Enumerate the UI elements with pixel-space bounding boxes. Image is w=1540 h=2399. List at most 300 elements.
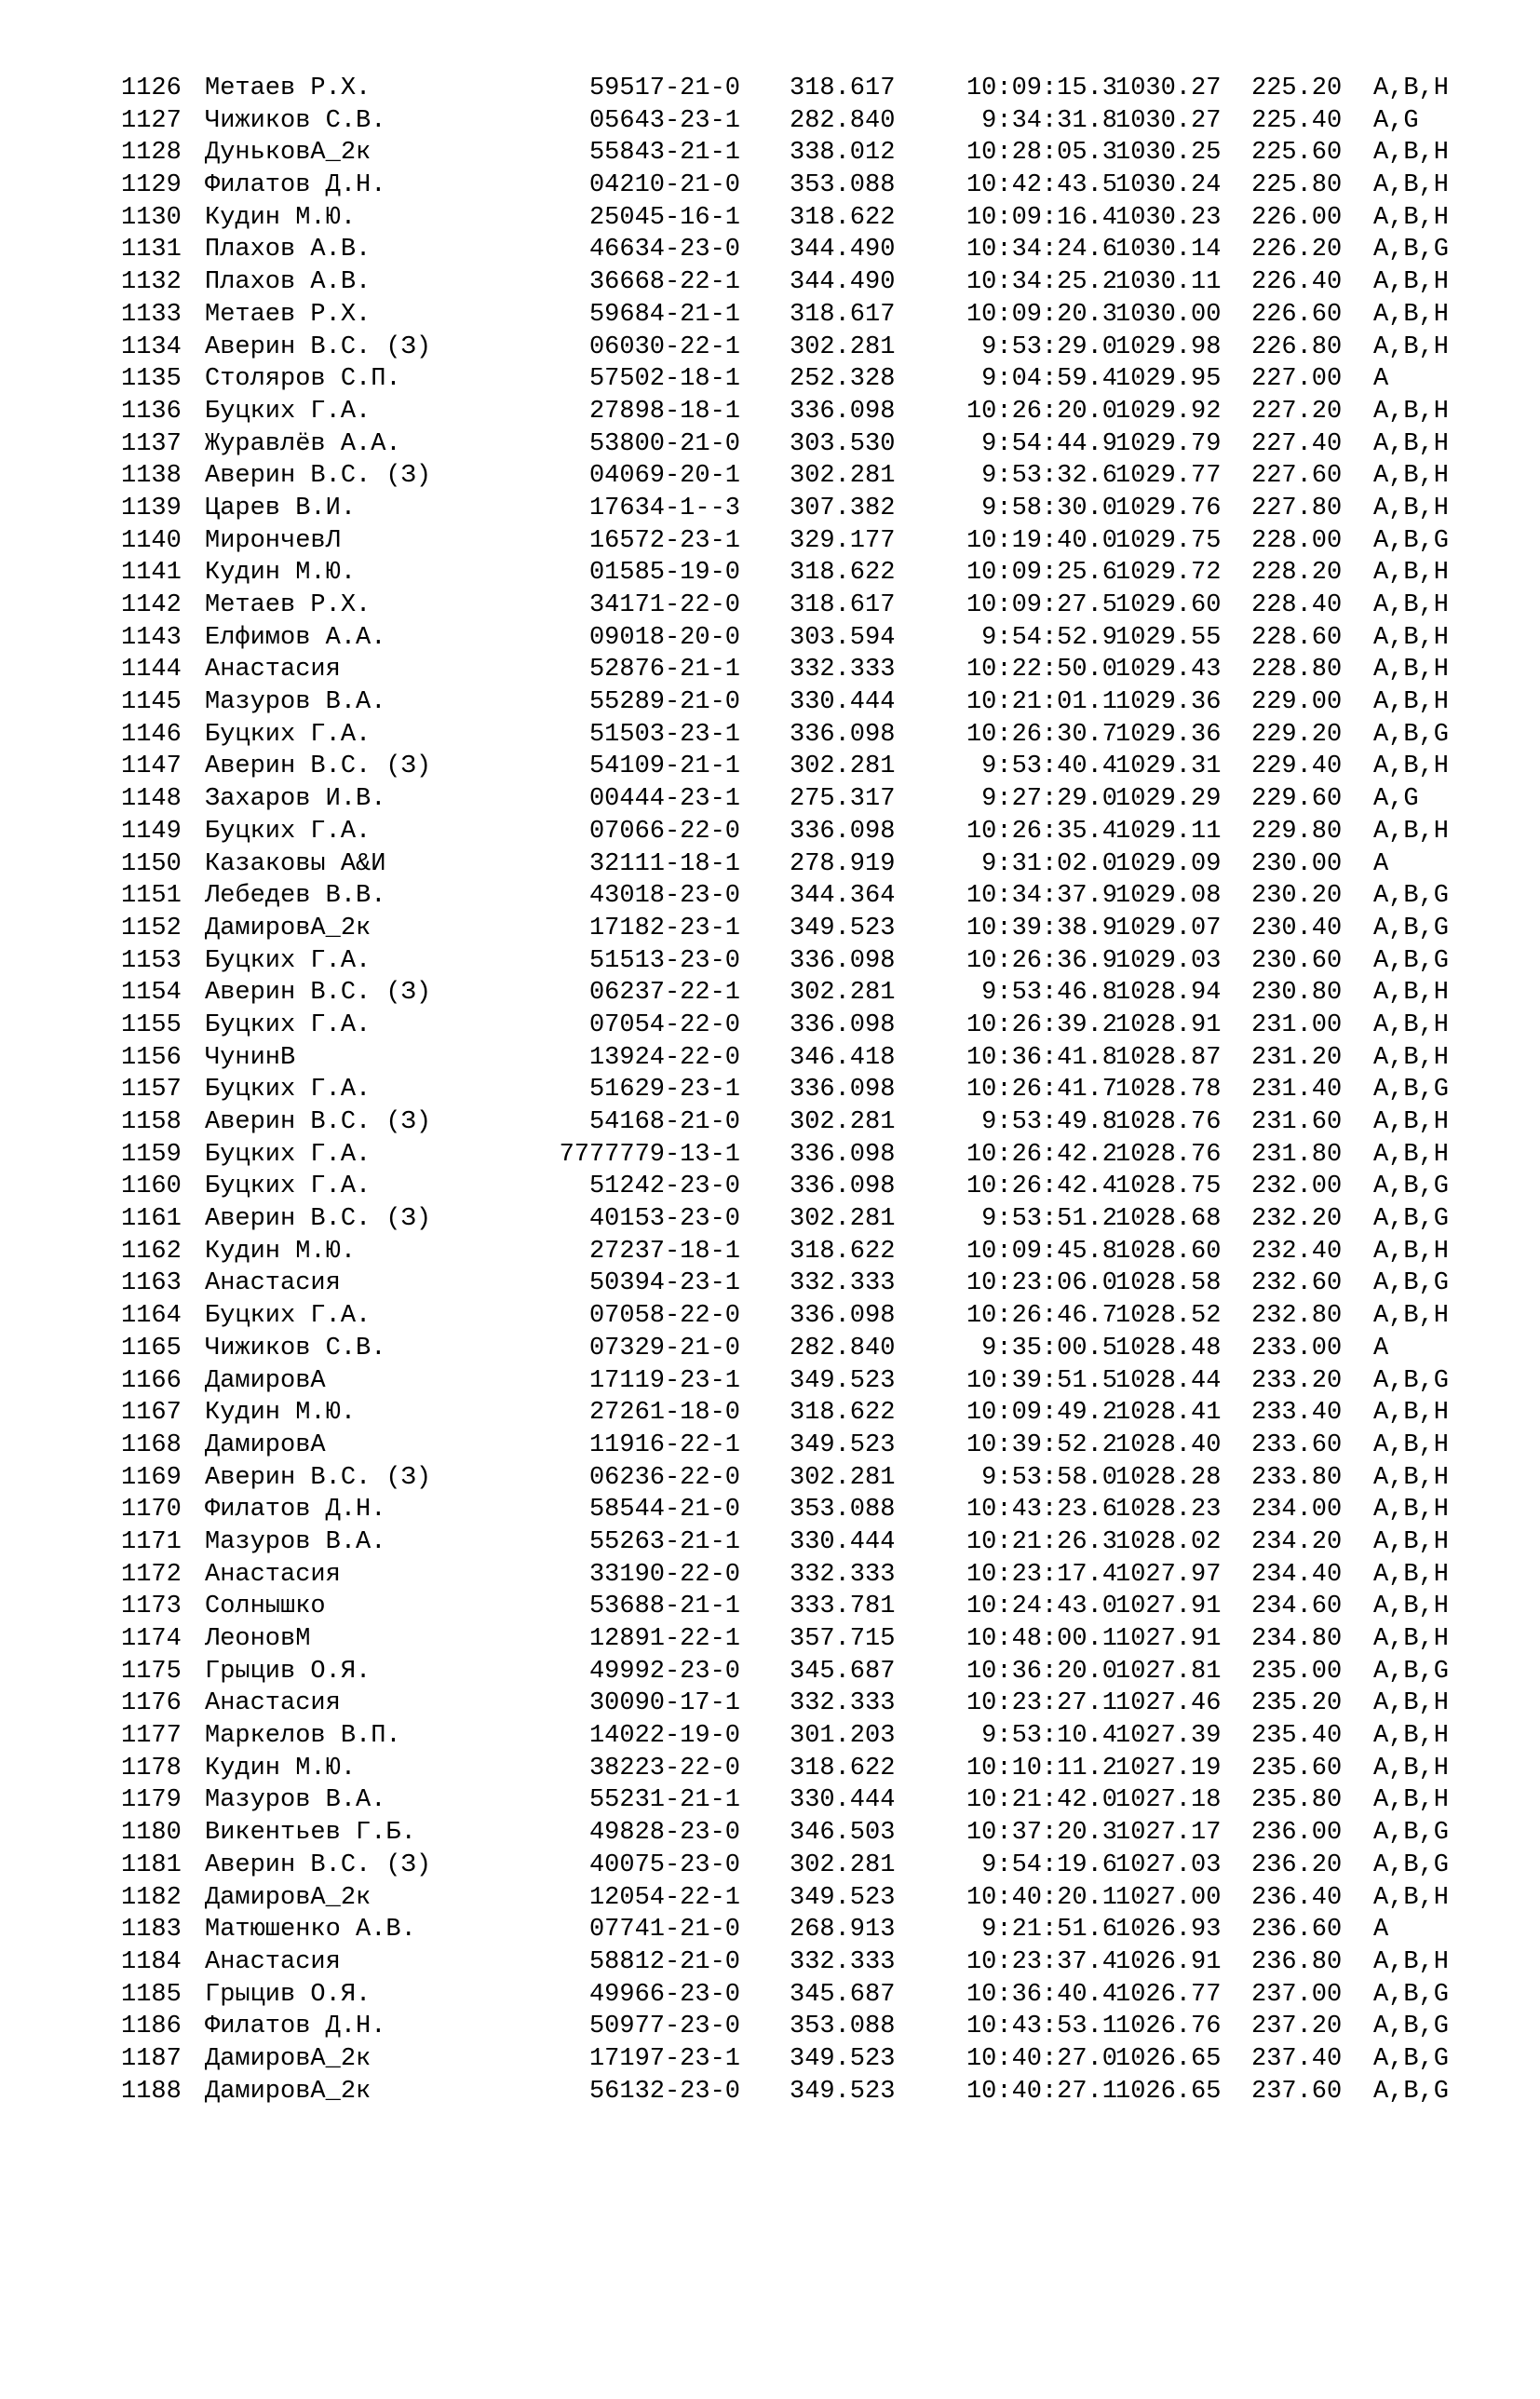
participant-name: Казаковы А&И [205,849,386,878]
distance: 252.328 [790,365,896,394]
row-number: 1170 [121,1496,182,1525]
groups: A,B,G [1373,720,1450,749]
table-row [121,1397,1490,1430]
table-row [121,686,1490,719]
ring-number: 12891-22-1 [588,1625,740,1653]
groups: A,B,H [1373,268,1450,297]
table-row [121,169,1490,202]
arrival-time: 10:48:00.1 [966,1625,1117,1653]
speed: 1026.93 [1115,1916,1222,1945]
table-row [121,783,1490,816]
row-number: 1129 [121,171,182,200]
speed: 1027.81 [1115,1657,1222,1686]
arrival-time: 10:23:06.0 [966,1269,1117,1298]
participant-name: Буцких Г.А. [205,1140,371,1169]
row-number: 1128 [121,139,182,168]
groups: A,B,H [1373,1722,1450,1751]
participant-name: Аверин В.С. (З) [205,1108,432,1136]
speed: 1029.31 [1115,752,1222,781]
participant-name: Аверин В.С. (З) [205,1850,432,1879]
table-row [121,1850,1490,1882]
groups: A,B,H [1373,203,1450,232]
points: 226.20 [1251,236,1343,264]
groups: A [1373,1916,1389,1945]
points: 232.40 [1251,1237,1343,1266]
points: 234.80 [1251,1625,1343,1653]
groups: A,B,H [1373,332,1450,361]
points: 228.80 [1251,656,1343,684]
points: 236.00 [1251,1819,1343,1848]
ring-number: 14022-19-0 [588,1722,740,1751]
table-row [121,1042,1490,1075]
arrival-time: 10:39:52.2 [966,1430,1117,1459]
arrival-time: 10:09:49.2 [966,1399,1117,1428]
arrival-time: 9:58:30.0 [981,494,1117,522]
arrival-time: 10:36:41.8 [966,1043,1117,1072]
participant-name: Мазуров В.А. [205,1786,386,1815]
groups: A,B,H [1373,1496,1450,1525]
groups: A,B,H [1373,1237,1450,1266]
table-row [121,1720,1490,1753]
ring-number: 07741-21-0 [588,1916,740,1945]
row-number: 1186 [121,2013,182,2041]
table-row [121,1267,1490,1300]
distance: 344.490 [790,268,896,297]
participant-name: Мазуров В.А. [205,1527,386,1556]
table-row [121,1784,1490,1817]
speed: 1028.44 [1115,1366,1222,1395]
participant-name: Плахов А.В. [205,268,371,297]
row-number: 1139 [121,494,182,522]
ring-number: 38223-22-0 [588,1754,740,1782]
points: 229.40 [1251,752,1343,781]
row-number: 1182 [121,1883,182,1912]
table-row [121,396,1490,428]
points: 234.60 [1251,1593,1343,1621]
arrival-time: 9:34:31.8 [981,106,1117,135]
groups: A,B,H [1373,462,1450,491]
participant-name: Анастасия [205,1269,341,1298]
row-number: 1165 [121,1334,182,1362]
points: 226.00 [1251,203,1343,232]
ring-number: 06237-22-1 [588,979,740,1008]
results-table [121,73,1490,2108]
groups: A,B,G [1373,1205,1450,1234]
groups: A,B,H [1373,1883,1450,1912]
speed: 1028.40 [1115,1430,1222,1459]
ring-number: 55263-21-1 [588,1527,740,1556]
speed: 1029.36 [1115,688,1222,717]
speed: 1029.92 [1115,397,1222,426]
row-number: 1155 [121,1010,182,1039]
distance: 301.203 [790,1722,896,1751]
table-row [121,1559,1490,1592]
distance: 336.098 [790,946,896,975]
row-number: 1167 [121,1399,182,1428]
participant-name: Аверин В.С. (З) [205,752,432,781]
arrival-time: 10:09:25.6 [966,559,1117,588]
arrival-time: 10:26:46.7 [966,1302,1117,1331]
arrival-time: 10:26:35.4 [966,817,1117,846]
groups: A,B,H [1373,1010,1450,1039]
distance: 302.281 [790,1850,896,1879]
table-row [121,1526,1490,1559]
ring-number: 07058-22-0 [588,1302,740,1331]
participant-name: Филатов Д.Н. [205,2013,386,2041]
points: 230.40 [1251,914,1343,942]
table-row [121,751,1490,783]
participant-name: Буцких Г.А. [205,946,371,975]
ring-number: 50977-23-0 [588,2013,740,2041]
speed: 1026.76 [1115,2013,1222,2041]
ring-number: 51629-23-1 [588,1076,740,1105]
participant-name: Кудин М.Ю. [205,1237,357,1266]
arrival-time: 9:35:00.5 [981,1334,1117,1362]
arrival-time: 10:34:37.9 [966,882,1117,911]
distance: 318.622 [790,559,896,588]
table-row [121,1494,1490,1526]
row-number: 1168 [121,1430,182,1459]
participant-name: Метаев Р.Х. [205,75,371,102]
arrival-time: 10:42:43.5 [966,171,1117,200]
points: 236.80 [1251,1947,1343,1976]
ring-number: 12054-22-1 [588,1883,740,1912]
table-row [121,1882,1490,1915]
arrival-time: 10:34:24.6 [966,236,1117,264]
ring-number: 57502-18-1 [588,365,740,394]
speed: 1027.00 [1115,1883,1222,1912]
table-row [121,2011,1490,2043]
speed: 1029.76 [1115,494,1222,522]
groups: A,B,G [1373,2077,1450,2106]
participant-name: Анастасия [205,1947,341,1976]
points: 230.20 [1251,882,1343,911]
ring-number: 17182-23-1 [588,914,740,942]
arrival-time: 10:26:42.4 [966,1172,1117,1201]
distance: 318.622 [790,1754,896,1782]
speed: 1026.91 [1115,1947,1222,1976]
speed: 1029.08 [1115,882,1222,911]
ring-number: 46634-23-0 [588,236,740,264]
distance: 344.490 [790,236,896,264]
row-number: 1131 [121,236,182,264]
groups: A,B,G [1373,2013,1450,2041]
table-row [121,363,1490,396]
arrival-time: 10:09:20.3 [966,300,1117,329]
distance: 275.317 [790,785,896,814]
row-number: 1172 [121,1560,182,1589]
participant-name: ЧунинВ [205,1043,296,1072]
groups: A,B,H [1373,559,1450,588]
arrival-time: 10:40:27.0 [966,2044,1117,2073]
participant-name: Грыцив О.Я. [205,1980,371,2009]
row-number: 1171 [121,1527,182,1556]
ring-number: 25045-16-1 [588,203,740,232]
participant-name: Буцких Г.А. [205,1302,371,1331]
table-row [121,1430,1490,1462]
table-row [121,1817,1490,1850]
arrival-time: 10:36:20.0 [966,1657,1117,1686]
speed: 1029.07 [1115,914,1222,942]
groups: A,B,G [1373,2044,1450,2073]
points: 228.40 [1251,591,1343,619]
table-row [121,590,1490,622]
table-row [121,2043,1490,2076]
ring-number: 30090-17-1 [588,1689,740,1718]
groups: A,B,H [1373,1108,1450,1136]
groups: A,B,H [1373,494,1450,522]
groups: A,B,H [1373,1625,1450,1653]
table-row [121,977,1490,1010]
points: 225.60 [1251,139,1343,168]
speed: 1028.78 [1115,1076,1222,1105]
ring-number: 27261-18-0 [588,1399,740,1428]
points: 228.00 [1251,526,1343,555]
arrival-time: 10:10:11.2 [966,1754,1117,1782]
row-number: 1146 [121,720,182,749]
speed: 1030.00 [1115,300,1222,329]
points: 225.20 [1251,75,1343,102]
arrival-time: 9:53:46.8 [981,979,1117,1008]
row-number: 1183 [121,1916,182,1945]
distance: 302.281 [790,332,896,361]
speed: 1027.46 [1115,1689,1222,1718]
ring-number: 04210-21-0 [588,171,740,200]
table-row [121,1753,1490,1785]
arrival-time: 10:39:51.5 [966,1366,1117,1395]
speed: 1027.39 [1115,1722,1222,1751]
groups: A,B,G [1373,1172,1450,1201]
arrival-time: 10:37:20.3 [966,1819,1117,1848]
participant-name: Филатов Д.Н. [205,171,386,200]
groups: A,B,H [1373,1560,1450,1589]
distance: 344.364 [790,882,896,911]
participant-name: ДамировА_2к [205,2077,371,2106]
ring-number: 53800-21-0 [588,429,740,458]
table-row [121,460,1490,493]
row-number: 1147 [121,752,182,781]
participant-name: ДамировА [205,1366,326,1395]
ring-number: 55231-21-1 [588,1786,740,1815]
arrival-time: 9:31:02.0 [981,849,1117,878]
arrival-time: 10:26:39.2 [966,1010,1117,1039]
ring-number: 11916-22-1 [588,1430,740,1459]
ring-number: 49966-23-0 [588,1980,740,2009]
row-number: 1166 [121,1366,182,1395]
speed: 1028.68 [1115,1205,1222,1234]
row-number: 1163 [121,1269,182,1298]
row-number: 1150 [121,849,182,878]
table-row [121,202,1490,235]
table-row [121,299,1490,332]
row-number: 1145 [121,688,182,717]
groups: A,G [1373,106,1419,135]
groups: A,B,H [1373,591,1450,619]
arrival-time: 10:09:27.5 [966,591,1117,619]
arrival-time: 10:09:16.4 [966,203,1117,232]
speed: 1028.41 [1115,1399,1222,1428]
row-number: 1151 [121,882,182,911]
groups: A [1373,849,1389,878]
distance: 302.281 [790,752,896,781]
groups: A,B,H [1373,1140,1450,1169]
arrival-time: 10:34:25.2 [966,268,1117,297]
participant-name: Метаев Р.Х. [205,591,371,619]
arrival-time: 10:21:01.1 [966,688,1117,717]
arrival-time: 10:40:27.1 [966,2077,1117,2106]
arrival-time: 10:36:40.4 [966,1980,1117,2009]
arrival-time: 10:26:42.2 [966,1140,1117,1169]
groups: A,B,H [1373,1399,1450,1428]
speed: 1028.94 [1115,979,1222,1008]
distance: 332.333 [790,1947,896,1976]
speed: 1029.98 [1115,332,1222,361]
arrival-time: 9:54:52.9 [981,623,1117,652]
points: 235.00 [1251,1657,1343,1686]
ring-number: 04069-20-1 [588,462,740,491]
groups: A,B,H [1373,979,1450,1008]
speed: 1029.79 [1115,429,1222,458]
participant-name: Захаров И.В. [205,785,386,814]
ring-number: 51513-23-0 [588,946,740,975]
speed: 1029.77 [1115,462,1222,491]
table-row [121,1687,1490,1720]
points: 229.20 [1251,720,1343,749]
distance: 332.333 [790,656,896,684]
speed: 1027.19 [1115,1754,1222,1782]
distance: 282.840 [790,1334,896,1362]
participant-name: Мазуров В.А. [205,688,386,717]
participant-name: Аверин В.С. (З) [205,1205,432,1234]
participant-name: Анастасия [205,1560,341,1589]
participant-name: Кудин М.Ю. [205,1754,357,1782]
distance: 307.382 [790,494,896,522]
distance: 318.622 [790,203,896,232]
participant-name: Буцких Г.А. [205,720,371,749]
participant-name: Чижиков С.В. [205,1334,386,1362]
distance: 332.333 [790,1689,896,1718]
ring-number: 58812-21-0 [588,1947,740,1976]
participant-name: Чижиков С.В. [205,106,386,135]
groups: A,B,H [1373,429,1450,458]
table-row [121,913,1490,945]
row-number: 1158 [121,1108,182,1136]
arrival-time: 10:26:36.9 [966,946,1117,975]
participant-name: Солнышко [205,1593,326,1621]
distance: 332.333 [790,1269,896,1298]
table-row [121,1365,1490,1398]
arrival-time: 9:53:49.8 [981,1108,1117,1136]
participant-name: Буцких Г.А. [205,1076,371,1105]
ring-number: 55843-21-1 [588,139,740,168]
distance: 333.781 [790,1593,896,1621]
participant-name: Аверин В.С. (З) [205,979,432,1008]
ring-number: 09018-20-0 [588,623,740,652]
distance: 332.333 [790,1560,896,1589]
ring-number: 27237-18-1 [588,1237,740,1266]
table-row [121,266,1490,299]
groups: A,B,H [1373,300,1450,329]
row-number: 1156 [121,1043,182,1072]
points: 237.60 [1251,2077,1343,2106]
speed: 1028.52 [1115,1302,1222,1331]
groups: A,B,H [1373,1947,1450,1976]
points: 231.80 [1251,1140,1343,1169]
participant-name: Лебедев В.В. [205,882,386,911]
row-number: 1133 [121,300,182,329]
speed: 1028.76 [1115,1108,1222,1136]
ring-number: 17197-23-1 [588,2044,740,2073]
groups: A,B,H [1373,1302,1450,1331]
row-number: 1174 [121,1625,182,1653]
groups: A,B,H [1373,1593,1450,1621]
ring-number: 07329-21-0 [588,1334,740,1362]
arrival-time: 10:43:23.6 [966,1496,1117,1525]
arrival-time: 9:53:51.2 [981,1205,1117,1234]
arrival-time: 10:23:17.4 [966,1560,1117,1589]
table-row [121,719,1490,752]
points: 236.20 [1251,1850,1343,1879]
table-row [121,848,1490,881]
distance: 330.444 [790,1527,896,1556]
distance: 336.098 [790,720,896,749]
participant-name: Аверин В.С. (З) [205,1463,432,1492]
table-row [121,816,1490,848]
distance: 353.088 [790,1496,896,1525]
speed: 1029.95 [1115,365,1222,394]
distance: 336.098 [790,1302,896,1331]
points: 232.00 [1251,1172,1343,1201]
distance: 336.098 [790,1172,896,1201]
row-number: 1179 [121,1786,182,1815]
speed: 1030.27 [1115,106,1222,135]
participant-name: Журавлёв А.А. [205,429,401,458]
ring-number: 52876-21-1 [588,656,740,684]
points: 230.80 [1251,979,1343,1008]
arrival-time: 10:24:43.0 [966,1593,1117,1621]
table-row [121,493,1490,525]
points: 237.40 [1251,2044,1343,2073]
row-number: 1136 [121,397,182,426]
distance: 302.281 [790,462,896,491]
participant-name: Буцких Г.А. [205,397,371,426]
groups: A [1373,365,1389,394]
speed: 1030.25 [1115,139,1222,168]
speed: 1028.02 [1115,1527,1222,1556]
groups: A,B,H [1373,1463,1450,1492]
ring-number: 59684-21-1 [588,300,740,329]
row-number: 1134 [121,332,182,361]
ring-number: 55289-21-0 [588,688,740,717]
row-number: 1187 [121,2044,182,2073]
arrival-time: 9:53:32.6 [981,462,1117,491]
speed: 1026.65 [1115,2077,1222,2106]
distance: 318.622 [790,1399,896,1428]
points: 229.00 [1251,688,1343,717]
arrival-time: 10:26:20.0 [966,397,1117,426]
speed: 1027.91 [1115,1625,1222,1653]
table-row [121,880,1490,913]
participant-name: ДамировА_2к [205,1883,371,1912]
participant-name: Грыцив О.Я. [205,1657,371,1686]
table-row [121,1074,1490,1106]
table-row [121,1462,1490,1495]
row-number: 1162 [121,1237,182,1266]
ring-number: 51242-23-0 [588,1172,740,1201]
row-number: 1185 [121,1980,182,2009]
ring-number: 54109-21-1 [588,752,740,781]
points: 233.60 [1251,1430,1343,1459]
